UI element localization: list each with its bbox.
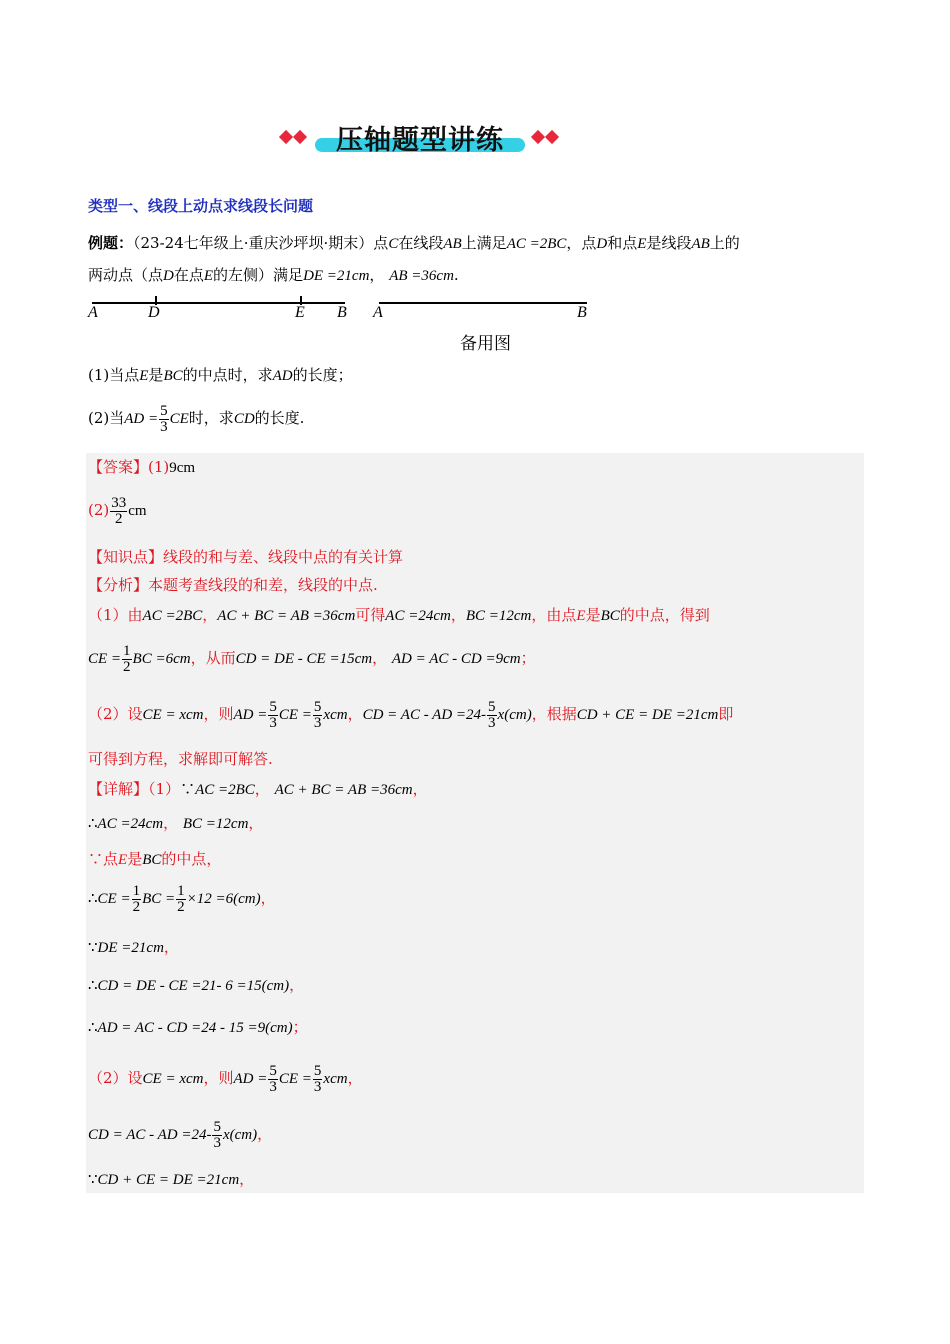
math: x(cm)	[497, 707, 532, 723]
detail-9	[88, 1112, 272, 1157]
text: ，	[257, 1125, 273, 1143]
math: CD = DE - CE =21- 6 =15(cm)	[97, 978, 290, 994]
math: D	[596, 236, 608, 252]
analysis-line	[88, 574, 378, 596]
question-1	[88, 364, 353, 387]
numerator: 1	[123, 642, 131, 659]
math: BC =6cm	[132, 651, 191, 667]
denominator: 3	[269, 1078, 277, 1095]
math: AB	[691, 236, 710, 252]
math: E	[118, 852, 128, 868]
text: 和点	[607, 234, 638, 252]
numerator: 5	[313, 698, 322, 715]
analysis-text: 本题考查线段的和差，线段的中点.	[148, 576, 378, 594]
fraction	[212, 1120, 222, 1151]
analysis-4: 可得到方程，求解即可解答.	[88, 750, 273, 768]
numerator: 5	[160, 402, 168, 419]
math: x(cm)	[222, 1127, 258, 1143]
math: CD + CE = DE =21cm	[97, 1172, 240, 1188]
page-title: 压轴题型讲练	[336, 125, 504, 156]
text: 是	[585, 606, 601, 624]
fraction	[313, 700, 323, 731]
math: BC	[142, 852, 162, 868]
math: AD = AC - CD =9cm	[391, 651, 521, 667]
math: CD	[233, 411, 255, 427]
text: （1）	[148, 780, 181, 798]
text: 的中点，得到	[619, 606, 710, 624]
text: cm	[128, 503, 147, 519]
spare-label-a: A	[373, 304, 383, 321]
denominator: 2	[123, 658, 131, 675]
math: AC + BC = AB =36cm	[274, 782, 413, 798]
knowledge-text: 线段的和与差、线段中点的有关计算	[163, 548, 404, 566]
fraction	[122, 644, 132, 675]
text: 是	[127, 850, 143, 868]
math: CD = AC - AD =24-	[362, 707, 487, 723]
answer-2	[88, 488, 147, 533]
math: BC =	[142, 891, 176, 907]
math: AD	[272, 368, 293, 384]
example-line-2	[88, 264, 459, 287]
analysis-2	[88, 636, 536, 681]
math: CE =	[278, 1071, 312, 1087]
analysis-3	[88, 692, 733, 737]
math: C	[388, 236, 399, 252]
label-e: E	[295, 304, 305, 321]
denominator: 2	[132, 898, 141, 915]
text: ；	[292, 1018, 308, 1036]
example-source: （23-24七年级上·重庆沙坪坝·期末）	[133, 234, 374, 252]
text: ，	[239, 1170, 255, 1188]
text: ，点	[566, 234, 597, 252]
answer-1-value: 9cm	[169, 460, 196, 476]
text: 在点	[173, 266, 204, 284]
denominator: 2	[115, 510, 123, 527]
text: ，根据	[531, 705, 577, 723]
text: (1)当点	[88, 366, 140, 384]
math: AC =24cm	[385, 608, 451, 624]
math: E	[576, 608, 586, 624]
math: BC	[163, 368, 183, 384]
math: AC =24cm	[97, 816, 164, 832]
text: ，则	[203, 1069, 234, 1087]
detail-6	[88, 974, 304, 997]
text: 两动点（点	[88, 266, 164, 284]
text: 的中点，	[161, 850, 222, 868]
numerator: 5	[213, 1118, 221, 1135]
text: ，	[412, 780, 428, 798]
math: DE =21cm	[97, 940, 164, 956]
text: ，	[450, 606, 466, 624]
fraction	[313, 1064, 323, 1095]
detail-2	[88, 812, 263, 835]
text: ，则	[203, 705, 234, 723]
math: E	[203, 268, 214, 284]
math: CE = xcm	[142, 707, 204, 723]
therefore-icon: ∴	[88, 976, 98, 994]
section-title: 类型一、线段上动点求线段长问题	[88, 197, 314, 215]
detail-10	[88, 1168, 254, 1191]
math: AB =36cm	[389, 268, 454, 284]
answer-label: 【答案】	[88, 458, 149, 476]
text: ，由点	[531, 606, 577, 624]
fraction	[110, 496, 127, 527]
math: BC =12cm	[465, 608, 532, 624]
knowledge-label: 【知识点】	[88, 548, 164, 566]
numerator: 1	[177, 882, 185, 899]
math: E	[139, 368, 149, 384]
denominator: 3	[313, 1078, 322, 1095]
text: （2）设	[88, 1069, 143, 1087]
math: CE =	[278, 707, 312, 723]
math: AB	[443, 236, 462, 252]
math: BC =12cm	[182, 816, 249, 832]
text: ，	[347, 705, 363, 723]
text: (2)	[88, 501, 110, 519]
text: ，	[369, 266, 385, 284]
text: 的长度.	[254, 409, 305, 427]
denominator: 2	[177, 898, 185, 915]
denominator: 3	[160, 418, 168, 435]
text: 的中点时，求	[182, 366, 273, 384]
denominator: 3	[269, 714, 277, 731]
title-banner	[275, 116, 565, 160]
math: ×12 =6(cm)	[186, 891, 261, 907]
text: 是	[148, 366, 164, 384]
text: ，	[372, 649, 388, 667]
label-a: A	[88, 304, 98, 321]
math: CE =	[88, 651, 122, 667]
text: 是线段	[646, 234, 692, 252]
text: （2）设	[88, 705, 143, 723]
math: AC =2BC	[142, 608, 203, 624]
because-icon: ∵	[88, 1170, 98, 1188]
math: DE =21cm	[303, 268, 370, 284]
analysis-1	[88, 604, 710, 627]
text: (2)当	[88, 409, 125, 427]
detail-5	[88, 936, 179, 959]
question-2	[88, 396, 304, 441]
detail-7	[88, 1016, 308, 1039]
text: 点	[103, 850, 119, 868]
fraction	[159, 404, 169, 435]
numerator: 5	[269, 698, 277, 715]
math: CE = xcm	[142, 1071, 204, 1087]
numerator: 5	[488, 698, 496, 715]
numerator: 1	[132, 882, 141, 899]
answer-line	[88, 456, 195, 479]
fraction	[487, 700, 497, 731]
text: 上满足	[461, 234, 507, 252]
text: ，	[260, 889, 276, 907]
analysis-label: 【分析】	[88, 576, 149, 594]
numerator: 5	[313, 1062, 322, 1079]
math: xcm	[323, 707, 348, 723]
segment-diagram	[88, 292, 598, 352]
text: 即	[718, 705, 734, 723]
math: BC	[600, 608, 620, 624]
math: CD = AC - AD =24-	[88, 1127, 212, 1143]
math: AC =2BC	[506, 236, 567, 252]
therefore-icon: ∴	[88, 814, 98, 832]
text: 的左侧）满足	[213, 266, 304, 284]
fraction	[132, 884, 142, 915]
segment-ab	[92, 302, 345, 304]
math: AC =2BC	[195, 782, 255, 798]
text: ，	[248, 814, 264, 832]
text: （1）由	[88, 606, 143, 624]
therefore-icon: ∴	[88, 1018, 98, 1036]
example-label: 例题：	[88, 234, 134, 252]
fraction	[268, 700, 278, 731]
math: CD = DE - CE =15cm	[235, 651, 373, 667]
text: 可得	[355, 606, 386, 624]
spare-segment	[379, 302, 587, 304]
math: CE =	[97, 891, 131, 907]
because-icon: ∵	[88, 938, 98, 956]
text: 上的	[709, 234, 740, 252]
text: ；	[520, 649, 536, 667]
math: D	[163, 268, 174, 284]
label-d: D	[148, 304, 160, 321]
because-icon: ∵	[88, 850, 104, 868]
math: CE	[169, 411, 189, 427]
text: ，从而	[190, 649, 236, 667]
text: ，	[254, 780, 270, 798]
label-b: B	[337, 304, 347, 321]
text: 的长度；	[292, 366, 353, 384]
math: AD =	[233, 1071, 268, 1087]
text: ，	[347, 1069, 363, 1087]
math: AC + BC = AB =36cm	[217, 608, 356, 624]
diagram-caption: 备用图	[460, 334, 511, 354]
fraction	[268, 1064, 278, 1095]
example-line-1	[88, 232, 740, 255]
detail-4	[88, 876, 276, 921]
denominator: 3	[488, 714, 496, 731]
detail-3	[88, 848, 221, 871]
math: xcm	[323, 1071, 348, 1087]
text: 在线段	[398, 234, 444, 252]
numerator: 33	[111, 494, 127, 511]
math: E	[637, 236, 647, 252]
text: ，	[289, 976, 305, 994]
knowledge-line	[88, 546, 403, 568]
therefore-icon: ∴	[88, 889, 98, 907]
text: (1)	[148, 458, 170, 476]
denominator: 3	[213, 1134, 221, 1151]
numerator: 5	[269, 1062, 277, 1079]
math: AD = AC - CD =24 - 15 =9(cm)	[97, 1020, 293, 1036]
text: ，	[163, 938, 179, 956]
because-icon: ∵	[180, 780, 196, 798]
fraction	[176, 884, 186, 915]
math: AD =	[124, 411, 159, 427]
math: AD =	[233, 707, 268, 723]
detail-8	[88, 1056, 363, 1101]
text: ，	[163, 814, 179, 832]
text: .	[453, 266, 459, 284]
detail-label: 【详解】	[88, 780, 149, 798]
text: 点	[373, 234, 389, 252]
text: ，	[202, 606, 218, 624]
spare-label-b: B	[577, 304, 587, 321]
denominator: 3	[313, 714, 322, 731]
math: CD + CE = DE =21cm	[576, 707, 719, 723]
text: 时，求	[188, 409, 234, 427]
detail-1	[88, 778, 428, 801]
